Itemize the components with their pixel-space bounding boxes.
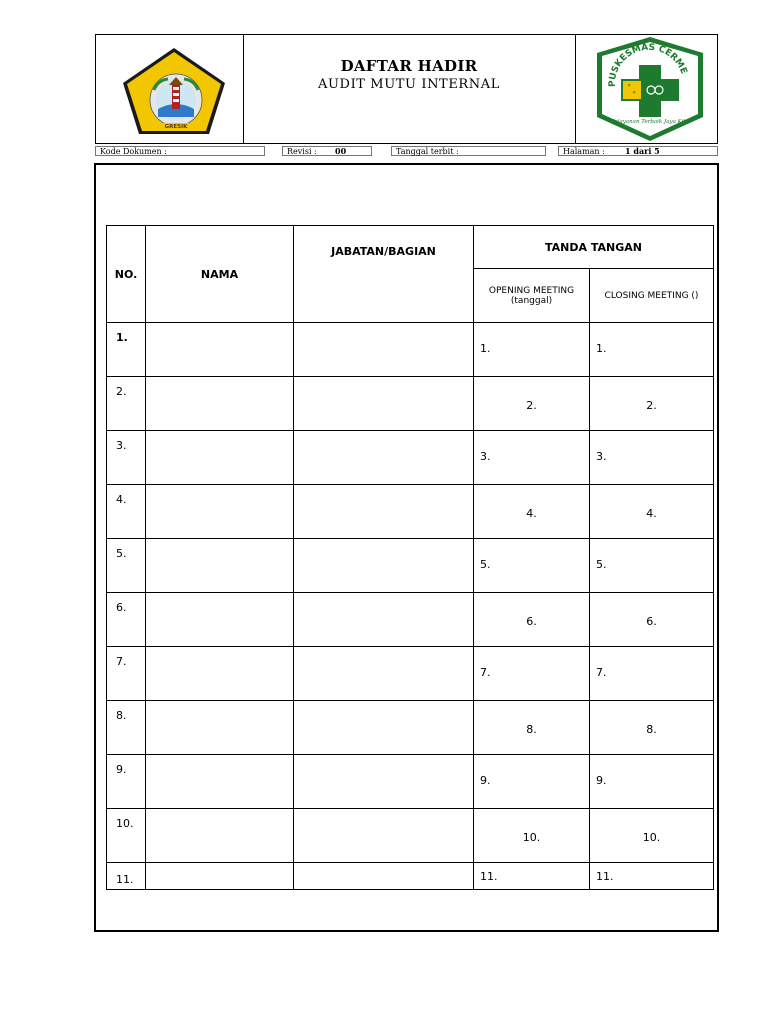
nama-cell[interactable] [146, 377, 294, 431]
table-row [107, 863, 714, 890]
nama-cell[interactable] [146, 593, 294, 647]
opening-signature-cell[interactable]: 3. [474, 431, 590, 485]
jabatan-cell[interactable] [294, 863, 474, 890]
document-meta-row [95, 146, 718, 157]
closing-signature-cell[interactable]: 6. [590, 593, 714, 647]
halaman-field [558, 146, 718, 156]
header-closing-meeting [590, 269, 714, 323]
document-title: DAFTAR HADIR [340, 57, 478, 75]
opening-meeting-label: OPENING MEETING [488, 285, 575, 296]
closing-signature-cell[interactable]: 7. [590, 647, 714, 701]
green-cross-icon [575, 35, 717, 143]
jabatan-cell[interactable] [294, 431, 474, 485]
puskesmas-logo-text: PUSKESMAS CERME [607, 42, 689, 88]
nama-cell[interactable] [146, 701, 294, 755]
closing-signature-cell[interactable]: 2. [590, 377, 714, 431]
jabatan-cell[interactable] [294, 323, 474, 377]
row-number: 11. [107, 863, 146, 890]
opening-signature-cell[interactable]: 10. [474, 809, 590, 863]
nama-cell[interactable] [146, 809, 294, 863]
nama-cell[interactable] [146, 485, 294, 539]
opening-signature-cell[interactable]: 2. [474, 377, 590, 431]
opening-signature-cell[interactable]: 11. [474, 863, 590, 890]
closing-signature-cell[interactable]: 5. [590, 539, 714, 593]
revisi-label: Revisi : [287, 147, 317, 156]
kode-dokumen-field [95, 146, 265, 156]
header-opening-meeting [474, 269, 590, 323]
svg-text:✶: ✶ [627, 83, 632, 89]
opening-signature-cell[interactable]: 7. [474, 647, 590, 701]
jabatan-cell[interactable] [294, 755, 474, 809]
table-row [107, 377, 714, 431]
attendance-table [106, 225, 714, 890]
closing-signature-cell[interactable]: 3. [590, 431, 714, 485]
revisi-value: 00 [335, 146, 347, 156]
nama-cell[interactable] [146, 323, 294, 377]
closing-meeting-label: CLOSING MEETING () [604, 290, 699, 301]
row-number: 8. [107, 701, 146, 755]
nama-cell[interactable] [146, 539, 294, 593]
row-number: 7. [107, 647, 146, 701]
header-tanda-tangan: TANDA TANGAN [474, 226, 714, 269]
row-number: 4. [107, 485, 146, 539]
svg-text:✶: ✶ [632, 90, 637, 96]
gresik-logo-text: GRESIK [164, 124, 188, 130]
nama-cell[interactable] [146, 647, 294, 701]
puskesmas-logo-cell [575, 35, 717, 143]
nama-cell[interactable] [146, 431, 294, 485]
header-jabatan [294, 226, 474, 323]
closing-signature-cell[interactable]: 8. [590, 701, 714, 755]
row-number: 9. [107, 755, 146, 809]
halaman-label: Halaman : [563, 147, 605, 156]
header-jabatan-text: JABATAN/BAGIAN [331, 245, 436, 258]
jabatan-cell[interactable] [294, 539, 474, 593]
nama-cell[interactable] [146, 863, 294, 890]
row-number: 10. [107, 809, 146, 863]
attendance-body [107, 323, 714, 890]
jabatan-cell[interactable] [294, 701, 474, 755]
table-row [107, 485, 714, 539]
closing-signature-cell[interactable]: 11. [590, 863, 714, 890]
jabatan-cell[interactable] [294, 377, 474, 431]
closing-signature-cell[interactable]: 4. [590, 485, 714, 539]
revisi-field [282, 146, 372, 156]
table-row [107, 701, 714, 755]
opening-signature-cell[interactable]: 8. [474, 701, 590, 755]
row-number: 3. [107, 431, 146, 485]
halaman-value: 1 dari 5 [625, 146, 660, 156]
table-row [107, 431, 714, 485]
opening-signature-cell[interactable]: 4. [474, 485, 590, 539]
title-cell [243, 35, 576, 143]
closing-signature-cell[interactable]: 10. [590, 809, 714, 863]
row-number: 5. [107, 539, 146, 593]
row-number: 2. [107, 377, 146, 431]
jabatan-cell[interactable] [294, 647, 474, 701]
header-nama: NAMA [146, 226, 294, 323]
opening-signature-cell[interactable]: 6. [474, 593, 590, 647]
opening-signature-cell[interactable]: 5. [474, 539, 590, 593]
opening-meeting-sub: (tanggal) [510, 295, 553, 306]
table-row [107, 539, 714, 593]
opening-signature-cell[interactable]: 9. [474, 755, 590, 809]
table-row [107, 593, 714, 647]
jabatan-cell[interactable] [294, 593, 474, 647]
table-row [107, 647, 714, 701]
table-row [107, 809, 714, 863]
closing-signature-cell[interactable]: 1. [590, 323, 714, 377]
kode-dokumen-label: Kode Dokumen : [100, 147, 167, 156]
table-row [107, 755, 714, 809]
gresik-logo-cell [96, 35, 244, 143]
puskesmas-motto: Pelayanan Terbaik Jaya Kita [611, 119, 689, 125]
row-number: 1. [107, 323, 146, 377]
tanggal-terbit-label: Tanggal terbit : [396, 147, 459, 156]
opening-signature-cell[interactable]: 1. [474, 323, 590, 377]
row-number: 6. [107, 593, 146, 647]
document-header [95, 34, 718, 144]
header-no: NO. [107, 226, 146, 323]
closing-signature-cell[interactable]: 9. [590, 755, 714, 809]
jabatan-cell[interactable] [294, 485, 474, 539]
jabatan-cell[interactable] [294, 809, 474, 863]
tanggal-terbit-field [391, 146, 546, 156]
table-row [107, 323, 714, 377]
document-subtitle: AUDIT MUTU INTERNAL [318, 77, 500, 92]
nama-cell[interactable] [146, 755, 294, 809]
regency-shield-icon [96, 35, 243, 143]
